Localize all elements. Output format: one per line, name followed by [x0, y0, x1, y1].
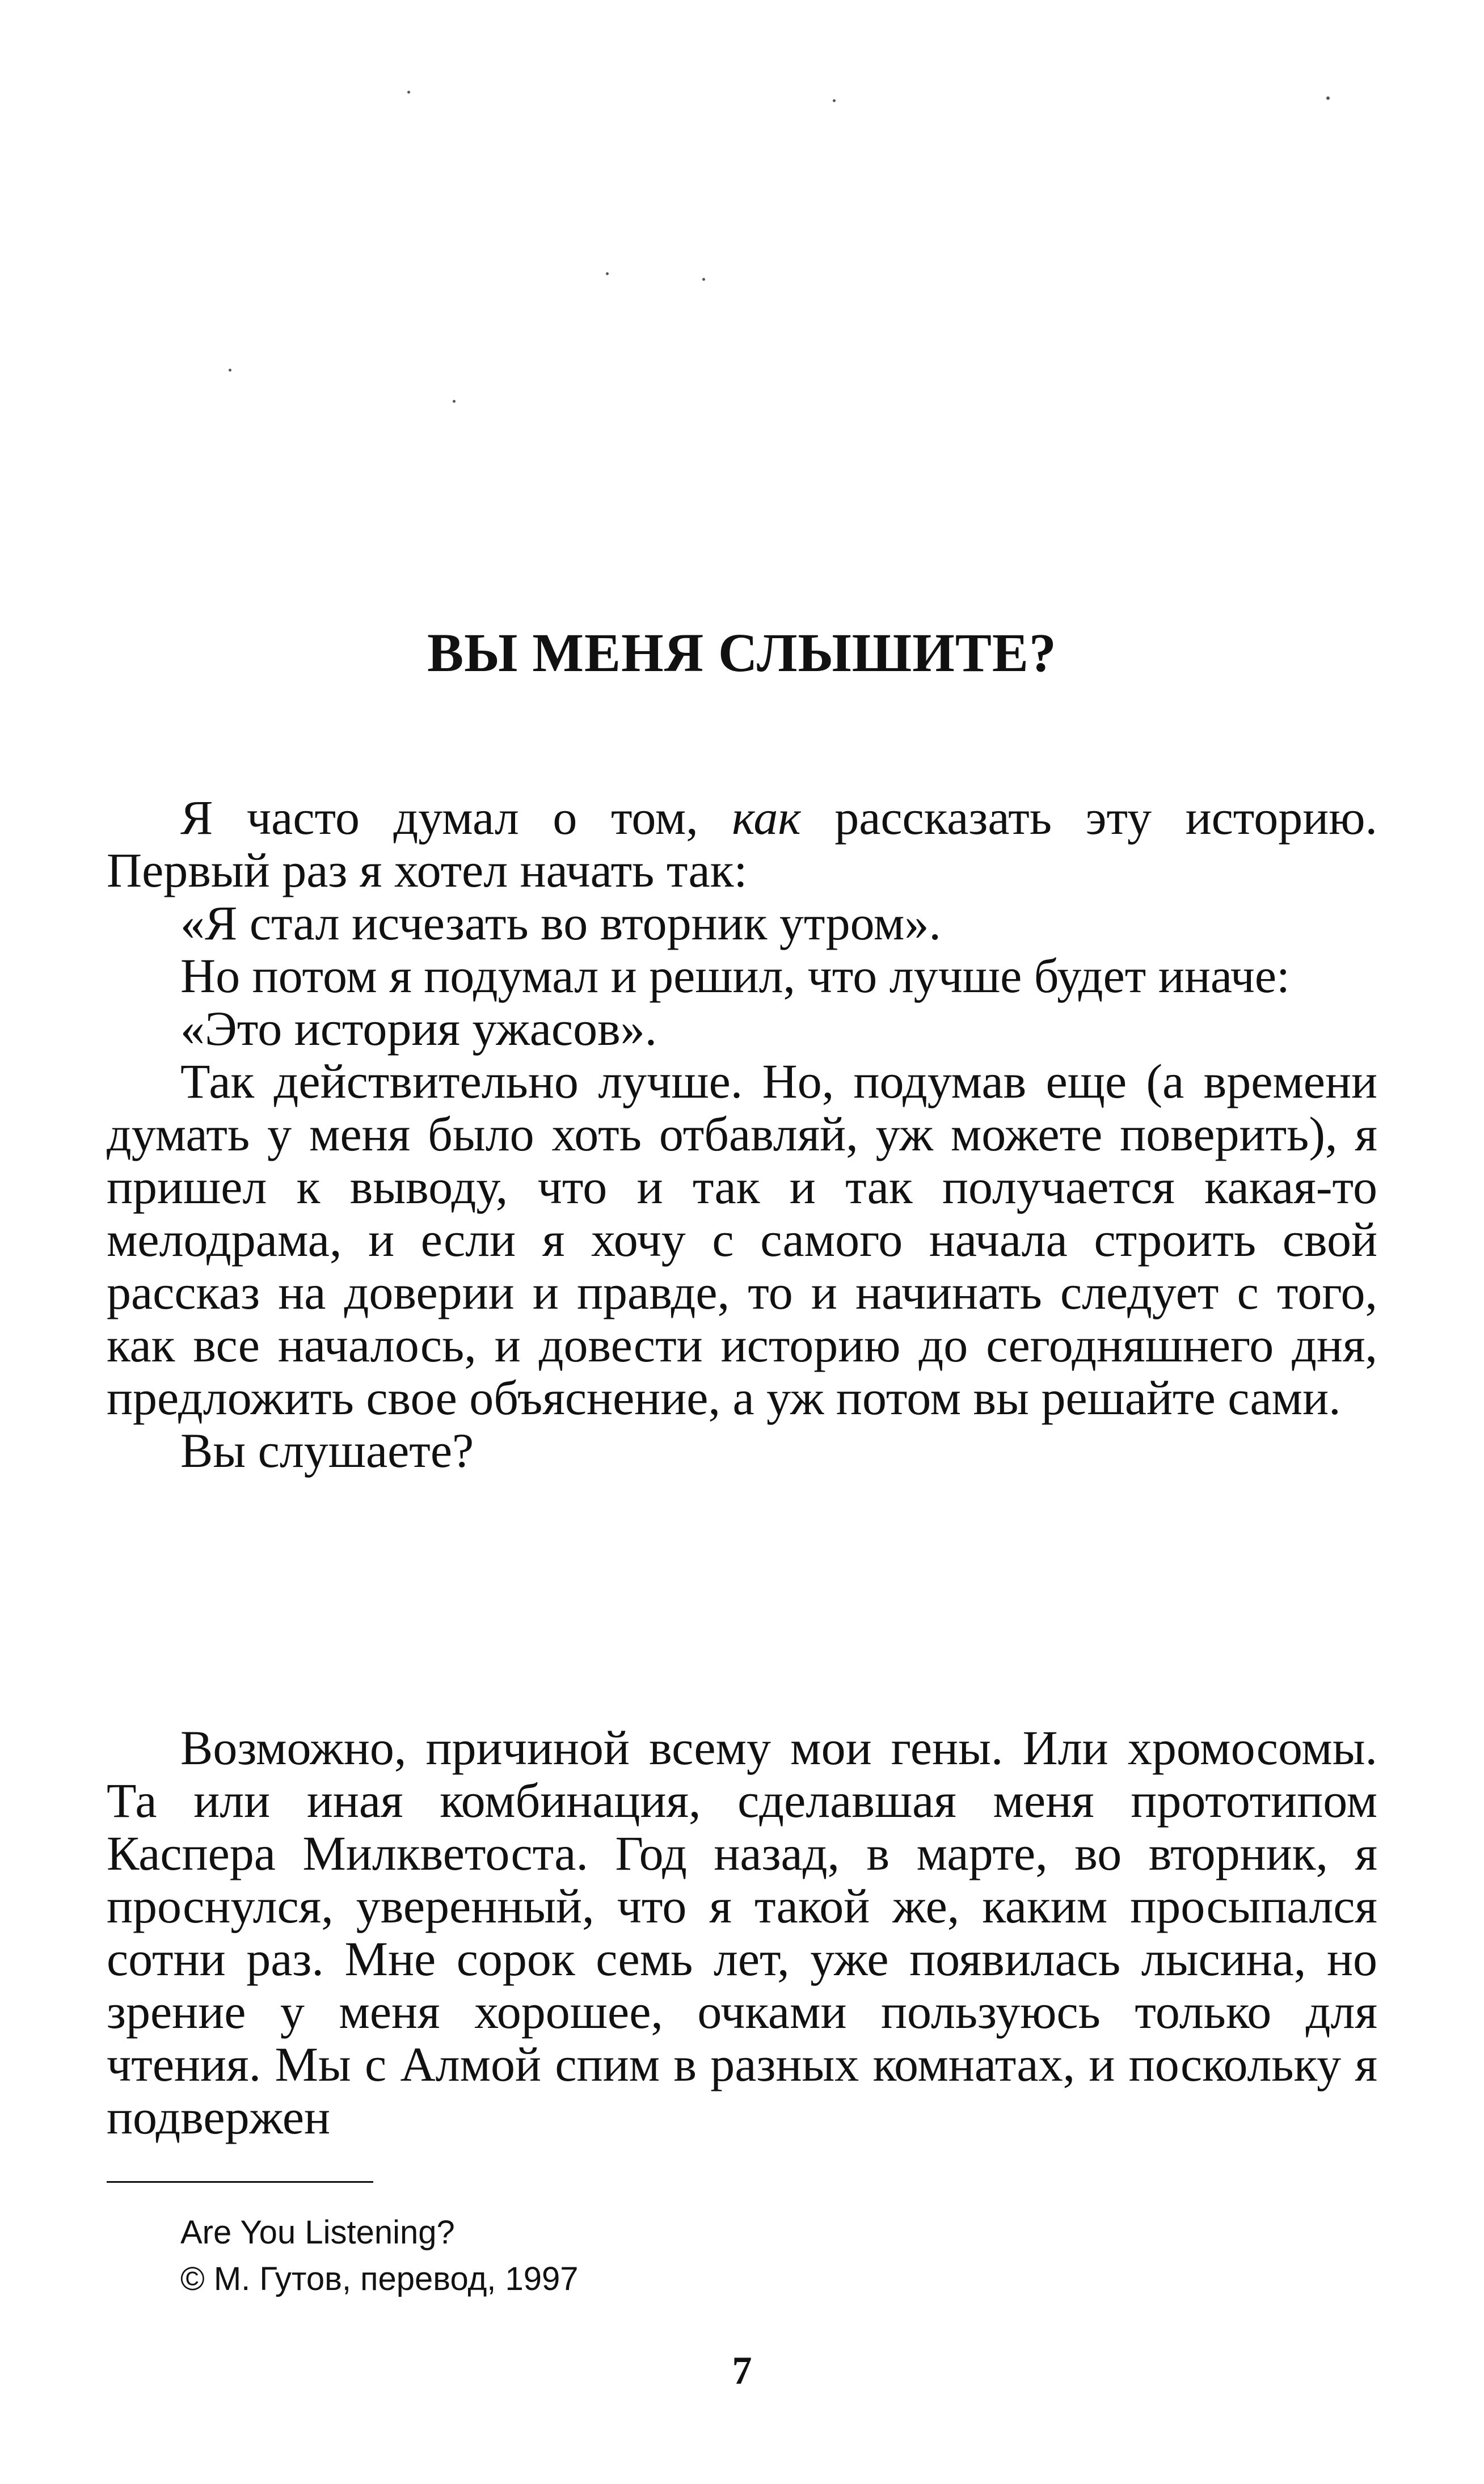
original-title: Are You Listening? [180, 2214, 455, 2251]
book-page [107, 0, 1377, 2484]
page-number: 7 [732, 2349, 752, 2393]
paragraph: Но потом я подумал и решил, что лучше будет иначе: [180, 948, 1290, 1003]
text-section-2 [107, 1722, 1377, 2144]
footnote [180, 2209, 579, 2302]
paragraph: Возможно, причиной всему мои гены. Или хромосомы. Та или иная комбинация, сделавшая меня прототипом Каспера Милкветоста. Год назад, в марте, во вторник, я проснулся, уверенный, что я такой же, каким просыпался сотни раз. Мне сорок семь лет, уже появилась лысина, но зрение у меня хорошее, очками пользуюсь только для чтения. Мы с Алмой спим в разных комнатах, и поскольку я подвержен [107, 1720, 1377, 2144]
print-speck [702, 278, 705, 281]
print-speck [606, 272, 609, 275]
print-speck [407, 91, 410, 94]
print-speck [453, 400, 456, 403]
chapter-title: ВЫ МЕНЯ СЛЫШИТЕ? [427, 622, 1057, 683]
paragraph: Так действительно лучше. Но, подумав еще (а времени думать у меня было хоть отбавляй, уж можете поверить), я пришел к выводу, что и так и так получается какая-то мелодрама, и если я хочу с самого начала строить свой рассказ на доверии и правде, то и начинать следует с того, как все началось, и довести историю до сегодняшнего дня, предложить свое объяснение, а уж потом вы решайте сами. [107, 1054, 1377, 1425]
footnote-divider [107, 2181, 373, 2183]
print-speck [229, 369, 231, 372]
emphasis: как [732, 790, 801, 845]
copyright-line: © М. Гутов, перевод, 1997 [180, 2261, 579, 2297]
text-section-1 [107, 791, 1377, 1477]
print-speck [833, 99, 836, 102]
paragraph: «Я стал исчезать во вторник утром». [180, 896, 941, 950]
paragraph: «Это история ужасов». [180, 1001, 657, 1056]
print-speck [1326, 96, 1330, 100]
paragraph: Вы слушаете? [180, 1423, 474, 1478]
paragraph: Я часто думал о том, как рассказать эту историю. Первый раз я хотел начать так: [107, 790, 1377, 897]
